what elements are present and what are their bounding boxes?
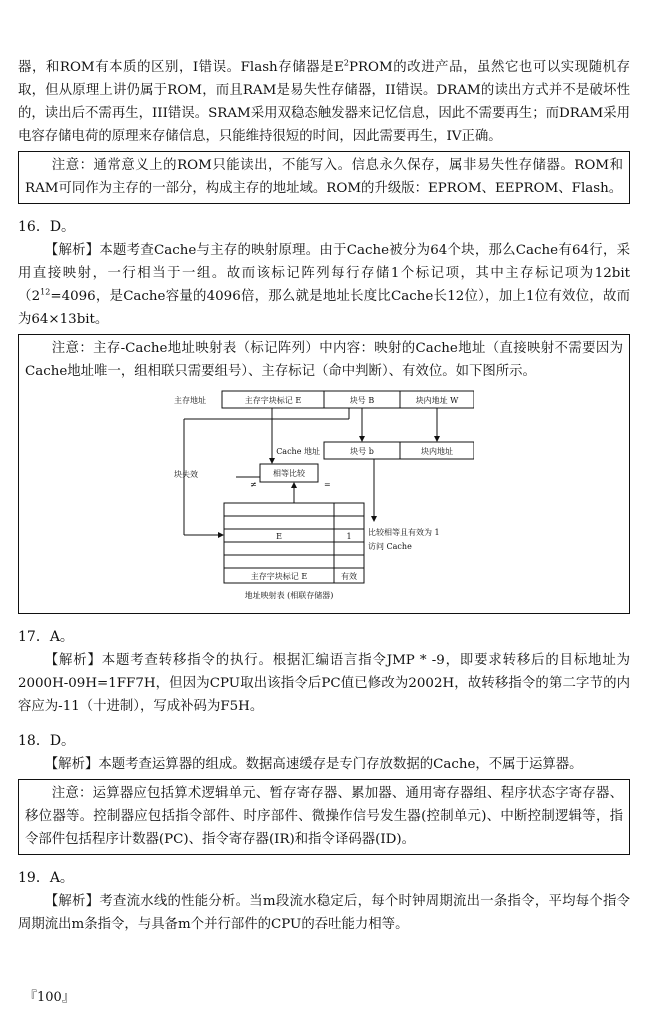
main-tag-field: 主存字块标记 E	[244, 396, 302, 405]
table-valid-column-header: 有效	[341, 572, 357, 581]
diagram-caption: 地址映射表 (相联存储器)	[244, 591, 334, 600]
question-18-analysis: 【解析】本题考查运算器的组成。数据高速缓存是专门存放数据的Cache，不属于运算器。	[44, 757, 583, 772]
note-alu-text: 注意：运算器应包括算术逻辑单元、暂存寄存器、累加器、通用寄存器组、程序状态字寄存器、移位器等。控制器应包括指令部件、时序部件、微操作信号发生器(控制单元)、中断控制逻辑等，指令部件包括程序计数器(PC)、指令寄存器(IR)和指令译码器(ID)。	[25, 786, 623, 847]
note-box-alu	[18, 779, 630, 855]
question-16-analysis	[18, 239, 630, 331]
intro-text-1: 器，和ROM有本质的区别，I错误。Flash存储器是E	[18, 60, 344, 75]
word-address-W-field: 块内地址 W	[415, 396, 459, 405]
question-16-heading: 16．D。	[18, 219, 76, 235]
intro-superscript: 2	[343, 58, 349, 68]
question-17-heading: 17．A。	[18, 629, 74, 645]
cache-address-label: Cache 地址	[276, 447, 320, 456]
hit-condition-label: 比较相等且有效为 1	[368, 528, 440, 537]
cache-mapping-diagram	[174, 385, 474, 607]
note-box-rom	[18, 151, 630, 204]
question-19-heading: 19．A。	[18, 870, 74, 886]
question-18-heading: 18．D。	[18, 733, 76, 749]
q16-text-1: 【解析】本题考查Cache与主存的映射原理。由于Cache被分为64个块，那么Cache有64行，采用直接映射，一行相当于一组。故而该标记阵列每行存储1个标记项，其中主存标记项为12bit（2	[18, 243, 630, 304]
cache-word-field: 块内地址	[421, 447, 453, 456]
block-number-B-field: 块号 B	[349, 396, 375, 405]
not-equal-label: ≠	[250, 480, 257, 489]
compare-box-label: 相等比较	[273, 469, 305, 478]
note-box-cache	[18, 334, 630, 614]
access-cache-label: 访问 Cache	[368, 542, 412, 551]
intro-paragraph	[18, 56, 630, 148]
q16-text-2: =4096，是Cache容量的4096倍，那么就是地址长度比Cache长12位），加上1位有效位，故而为64×13bit。	[18, 289, 630, 327]
table-row-tag-E: E	[276, 532, 282, 541]
block-miss-label: 块失效	[174, 470, 198, 479]
page-content	[18, 0, 630, 936]
question-19-analysis: 【解析】考查流水线的性能分析。当m段流水稳定后，每个时钟周期流出一条指令，平均每个指令周期流出m条指令，与具备m个并行部件的CPU的吞吐能力相等。	[18, 894, 630, 932]
note-rom-text: 注意：通常意义上的ROM只能读出，不能写入。信息永久保存，属非易失性存储器。ROM和RAM可同作为主存的一部分，构成主存的地址域。ROM的升级版：EPROM、EEPROM、Flash。	[25, 158, 623, 196]
main-address-label: 主存地址	[174, 396, 206, 405]
table-tag-column-header: 主存字块标记 E	[250, 572, 308, 581]
equal-label: =	[324, 480, 331, 489]
cache-block-b-field: 块号 b	[350, 447, 374, 456]
question-17-analysis: 【解析】本题考查转移指令的执行。根据汇编语言指令JMP * -9，即要求转移后的目标地址为2000H-09H=1FF7H，但因为CPU取出该指令后PC值已修改为2002H，故转移指令的第二字节的内容应为-11（十进制），写成补码为F5H。	[18, 653, 630, 714]
note-cache-text: 注意：主存-Cache地址映射表（标记阵列）中内容：映射的Cache地址（直接映射不需要因为Cache地址唯一，组相联只需要组号）、主存标记（命中判断）、有效位。如下图所示。	[25, 341, 623, 379]
table-row-valid-1: 1	[346, 532, 352, 541]
intro-text-2: PROM的改进产品，虽然它也可以实现随机存取，但从原理上讲仍属于ROM，而且RAM是易失性存储器，II错误。DRAM的读出方式并不是破坏性的，读出后不需再生，III错误。SRAM采用双稳态触发器来记忆信息，因此不需要再生；而DRAM采用电容存储电荷的原理来存储信息，只能维持很短的时间，因此需要再生，IV正确。	[18, 60, 631, 144]
q16-superscript: 12	[40, 287, 51, 297]
page-number: 『100』	[24, 990, 75, 1005]
